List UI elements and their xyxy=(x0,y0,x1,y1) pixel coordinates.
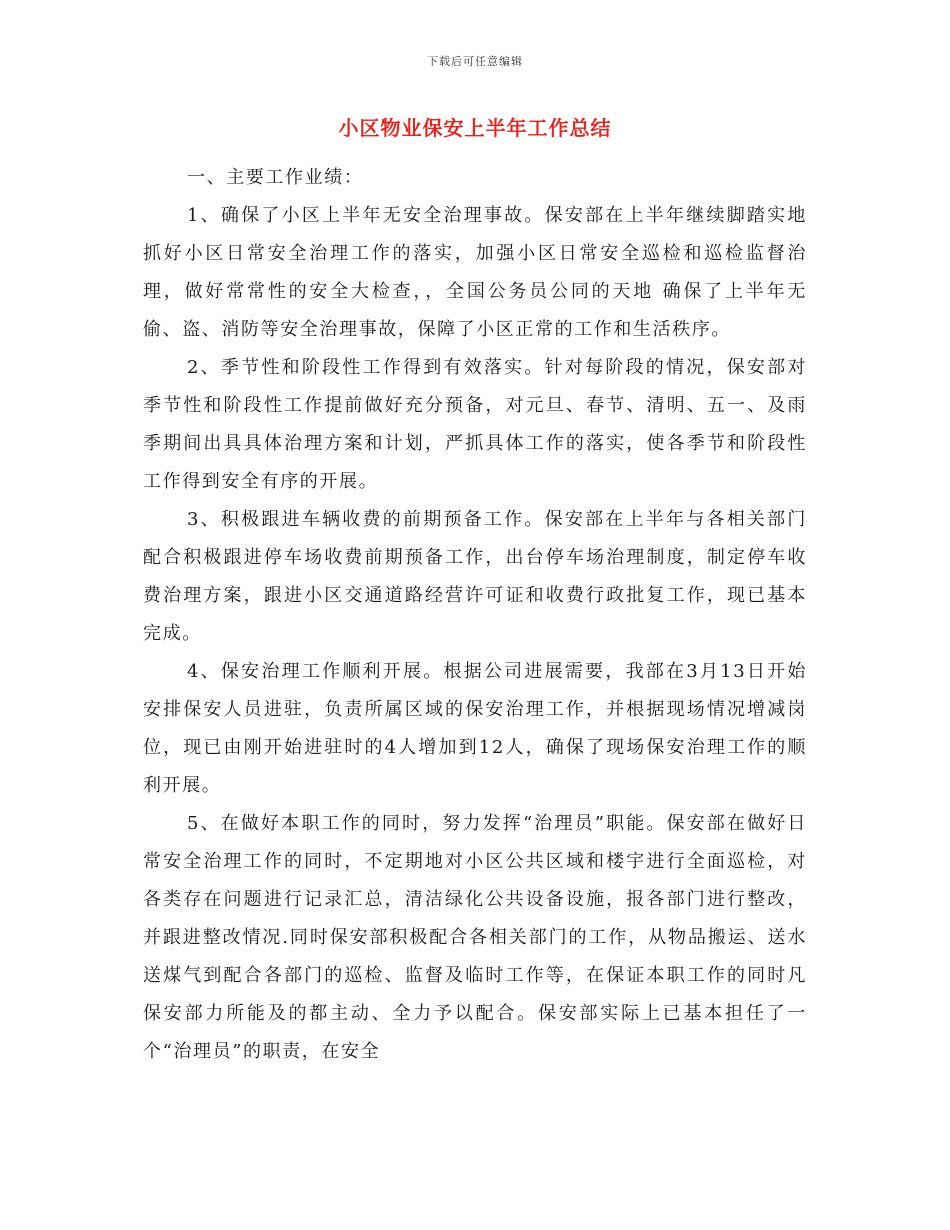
document-body xyxy=(143,159,807,1071)
page-header-note: 下载后可任意编辑 xyxy=(427,55,523,68)
document-title: 小区物业保安上半年工作总结 xyxy=(338,116,612,140)
paragraph-2: 2、季节性和阶段性工作得到有效落实。针对每阶段的情况，保安部对季节性和阶段性工作提前做好充分预备，对元旦、春节、清明、五一、及雨季期间出具具体治理方案和计划，严抓具体工作的落实，使各季节和阶段性工作得到安全有序的开展。 xyxy=(143,357,807,492)
section-heading: 一、主要工作业绩： xyxy=(187,167,364,188)
paragraph-3: 3、积极跟进车辆收费的前期预备工作。保安部在上半年与各相关部门配合积极跟进停车场收费前期预备工作，出台停车场治理制度，制定停车收费治理方案，跟进小区交通道路经营许可证和收费行政批复工作，现已基本完成。 xyxy=(143,509,807,644)
paragraph-5: 5、在做好本职工作的同时，努力发挥“治理员”职能。保安部在做好日常安全治理工作的同时，不定期地对小区公共区域和楼宇进行全面巡检，对各类存在问题进行记录汇总，清洁绿化公共设备设施，报各部门进行整改，并跟进整改情况.同时保安部积极配合各相关部门的工作，从物品搬运、送水送煤气到配合各部门的巡检、监督及临时工作等，在保证本职工作的同时凡保安部力所能及的都主动、全力予以配合。保安部实际上已基本担任了一个“治理员”的职责，在安全 xyxy=(143,813,807,1062)
paragraph-1: 1、确保了小区上半年无安全治理事故。保安部在上半年继续脚踏实地抓好小区日常安全治理工作的落实，加强小区日常安全巡检和巡检监督治理，做好常常性的安全大检查，，全国公务员公同的天地 确保了上半年无偷、盗、消防等安全治理事故，保障了小区正常的工作和生活秩序。 xyxy=(143,205,807,340)
paragraph-4: 4、保安治理工作顺利开展。根据公司进展需要，我部在3月13日开始安排保安人员进驻，负责所属区域的保安治理工作，并根据现场情况增减岗位，现已由刚开始进驻时的4人增加到12人，确保了现场保安治理工作的顺利开展。 xyxy=(143,661,807,796)
